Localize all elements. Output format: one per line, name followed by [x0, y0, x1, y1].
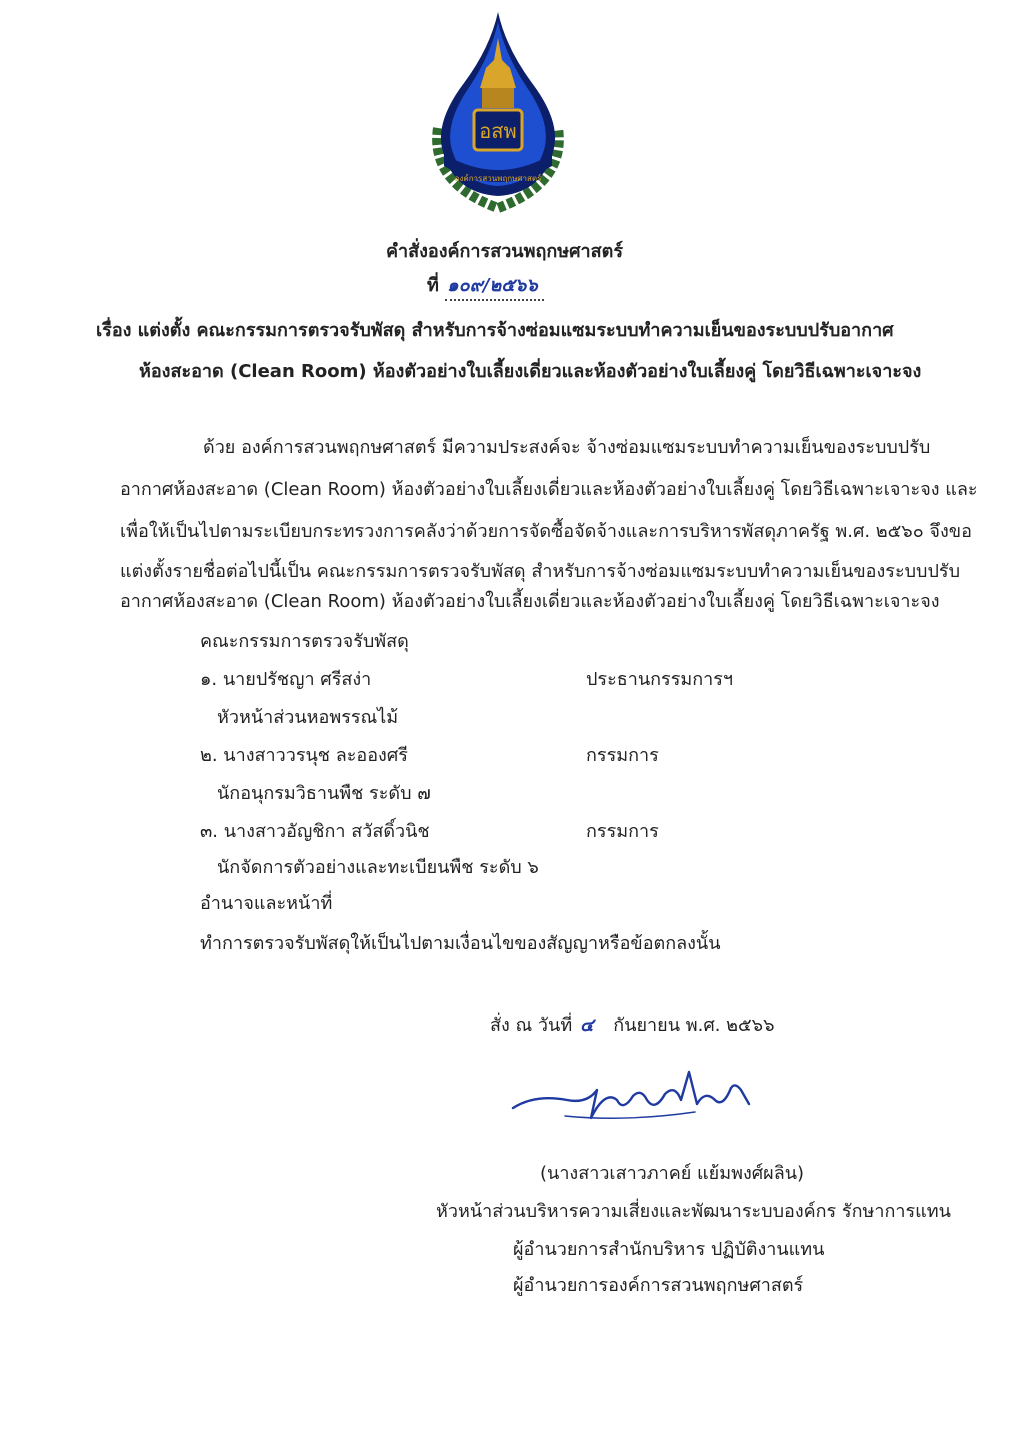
body-line-4: แต่งตั้งรายชื่อต่อไปนี้เป็น คณะกรรมการตรวจรับพัสดุ สำหรับการจ้างซ่อมแซมระบบทำความเย็นของระบบปรับ	[120, 561, 960, 582]
signature-scribble-icon	[505, 1060, 765, 1130]
duty-heading: อำนาจและหน้าที่	[200, 893, 333, 914]
committee-heading: คณะกรรมการตรวจรับพัสดุ	[200, 631, 409, 652]
member-3-role: กรรมการ	[586, 821, 659, 842]
organization-logo	[420, 8, 576, 214]
document-number-label: ที่	[427, 275, 439, 296]
member-1-name: ๑. นายปรัชญา ศรีสง่า	[200, 669, 372, 690]
member-2-name: ๒. นางสาววรนุช ละอองศรี	[200, 745, 408, 766]
body-line-5: อากาศห้องสะอาด (Clean Room) ห้องตัวอย่างใบเลี้ยงเดี่ยวและห้องตัวอย่างใบเลี้ยงคู่ โดยวิธีเฉพาะเจาะจง	[120, 591, 940, 612]
date-line	[490, 1010, 775, 1039]
signatory-title-2: ผู้อำนวยการสำนักบริหาร ปฏิบัติงานแทน	[513, 1239, 825, 1260]
subject-line-1: เรื่อง แต่งตั้ง คณะกรรมการตรวจรับพัสดุ สำหรับการจ้างซ่อมแซมระบบทำความเย็นของระบบปรับอากาศ	[96, 320, 894, 341]
date-month-year: กันยายน พ.ศ. ๒๕๖๖	[613, 1015, 775, 1036]
subject-line-2: ห้องสะอาด (Clean Room) ห้องตัวอย่างใบเลี้ยงเดี่ยวและห้องตัวอย่างใบเลี้ยงคู่ โดยวิธีเฉพาะเจาะจง	[139, 361, 922, 382]
body-line-3: เพื่อให้เป็นไปตามระเบียบกระทรวงการคลังว่าด้วยการจัดซื้อจัดจ้างและการบริหารพัสดุภาครัฐ พ.ศ. ๒๕๖๐ จึงขอ	[120, 521, 972, 542]
body-line-2: อากาศห้องสะอาด (Clean Room) ห้องตัวอย่างใบเลี้ยงเดี่ยวและห้องตัวอย่างใบเลี้ยงคู่ โดยวิธีเฉพาะเจาะจง และ	[120, 479, 978, 500]
signatory-title-1: หัวหน้าส่วนบริหารความเสี่ยงและพัฒนาระบบองค์กร รักษาการแทน	[436, 1201, 951, 1222]
member-3-name: ๓. นางสาวอัญชิกา สวัสดิ์วนิช	[200, 821, 430, 842]
member-1-role: ประธานกรรมการฯ	[586, 669, 734, 690]
signatory-title-3: ผู้อำนวยการองค์การสวนพฤกษศาสตร์	[513, 1275, 804, 1296]
document-title: คำสั่งองค์การสวนพฤกษศาสตร์	[385, 241, 624, 262]
svg-text:อสพ: อสพ	[479, 119, 517, 143]
member-3-position: นักจัดการตัวอย่างและทะเบียนพืช ระดับ ๖	[217, 857, 539, 878]
date-day: ๔	[579, 1015, 594, 1036]
signatory-name: (นางสาวเสาวภาคย์ แย้มพงศ์ผลิน)	[540, 1163, 805, 1184]
member-2-position: นักอนุกรมวิธานพืช ระดับ ๗	[217, 783, 431, 804]
member-1-position: หัวหน้าส่วนหอพรรณไม้	[217, 707, 399, 728]
signature	[505, 1060, 765, 1130]
date-prefix: สั่ง ณ วันที่	[490, 1015, 573, 1036]
document-number-value: ๑๐๙/๒๕๖๖	[445, 270, 544, 301]
document-number	[427, 270, 544, 301]
body-line-1: ด้วย องค์การสวนพฤกษศาสตร์ มีความประสงค์จะ จ้างซ่อมแซมระบบทำความเย็นของระบบปรับ	[203, 437, 931, 458]
logo-ribbon-text: องค์การสวนพฤกษศาสตร์	[454, 174, 542, 183]
member-2-role: กรรมการ	[586, 745, 659, 766]
duty-text: ทำการตรวจรับพัสดุให้เป็นไปตามเงื่อนไขของสัญญาหรือข้อตกลงนั้น	[200, 933, 721, 954]
